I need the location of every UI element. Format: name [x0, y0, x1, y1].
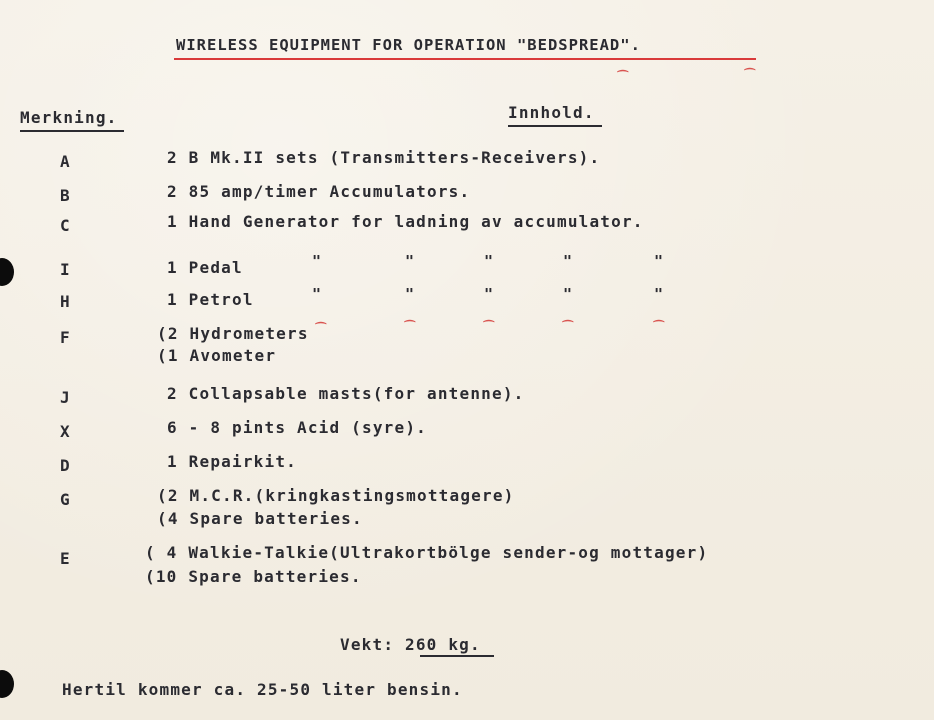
row-mark: D	[60, 456, 71, 475]
weight-label: Vekt:	[340, 635, 395, 654]
row-text: 2 B Mk.II sets (Transmitters-Receivers).	[167, 148, 601, 167]
weight-line	[340, 635, 481, 654]
row-mark: X	[60, 422, 71, 441]
red-pencil-tick: ⁀	[618, 70, 628, 84]
ditto-mark: "	[312, 252, 322, 270]
row-mark: J	[60, 388, 71, 407]
ditto-mark: "	[654, 285, 664, 303]
row-text: 1 Petrol	[167, 290, 254, 309]
column-header-contents-underline	[508, 125, 602, 127]
title-red-underline	[174, 58, 756, 60]
row-mark: B	[60, 186, 71, 205]
row-text-continued: (4 Spare batteries.	[157, 509, 363, 528]
row-text: 2 Collapsable masts(for antenne).	[167, 384, 525, 403]
fuel-note: Hertil kommer ca. 25-50 liter bensin.	[62, 680, 463, 699]
row-mark: H	[60, 292, 71, 311]
row-text: 1 Pedal	[167, 258, 243, 277]
row-mark: I	[60, 260, 71, 279]
red-pencil-tick: ⁀	[405, 320, 415, 334]
ditto-mark: "	[563, 252, 573, 270]
red-pencil-tick: ⁀	[563, 320, 573, 334]
red-pencil-tick: ⁀	[654, 320, 664, 334]
ditto-mark: "	[405, 285, 415, 303]
row-text: 2 85 amp/timer Accumulators.	[167, 182, 471, 201]
row-text: (2 Hydrometers	[157, 324, 309, 343]
ditto-mark: "	[654, 252, 664, 270]
punch-hole	[0, 670, 14, 698]
red-pencil-tick: ⁀	[745, 68, 755, 82]
document-title: WIRELESS EQUIPMENT FOR OPERATION "BEDSPREAD".	[176, 36, 641, 54]
ditto-mark: "	[484, 252, 494, 270]
punch-hole	[0, 258, 14, 286]
column-header-mark: Merkning.	[20, 108, 118, 127]
row-mark: F	[60, 328, 71, 347]
row-mark: G	[60, 490, 71, 509]
column-header-mark-underline	[20, 130, 124, 132]
row-mark: C	[60, 216, 71, 235]
ditto-mark: "	[484, 285, 494, 303]
row-mark: E	[60, 549, 71, 568]
row-mark: A	[60, 152, 71, 171]
row-text-continued: (1 Avometer	[157, 346, 277, 365]
row-text: 1 Hand Generator for ladning av accumulator.	[167, 212, 644, 231]
ditto-mark: "	[563, 285, 573, 303]
ditto-mark: "	[312, 285, 322, 303]
row-text-continued: (10 Spare batteries.	[145, 567, 362, 586]
column-header-contents: Innhold.	[508, 103, 595, 122]
weight-underline	[420, 655, 494, 657]
row-text: (2 M.C.R.(kringkastingsmottagere)	[157, 486, 515, 505]
row-text: 1 Repairkit.	[167, 452, 297, 471]
weight-value: 260 kg.	[405, 635, 481, 654]
row-text: ( 4 Walkie-Talkie(Ultrakortbölge sender-og mottager)	[145, 543, 709, 562]
red-pencil-tick: ⁀	[316, 322, 326, 336]
red-pencil-tick: ⁀	[484, 320, 494, 334]
ditto-mark: "	[405, 252, 415, 270]
row-text: 6 - 8 pints Acid (syre).	[167, 418, 427, 437]
